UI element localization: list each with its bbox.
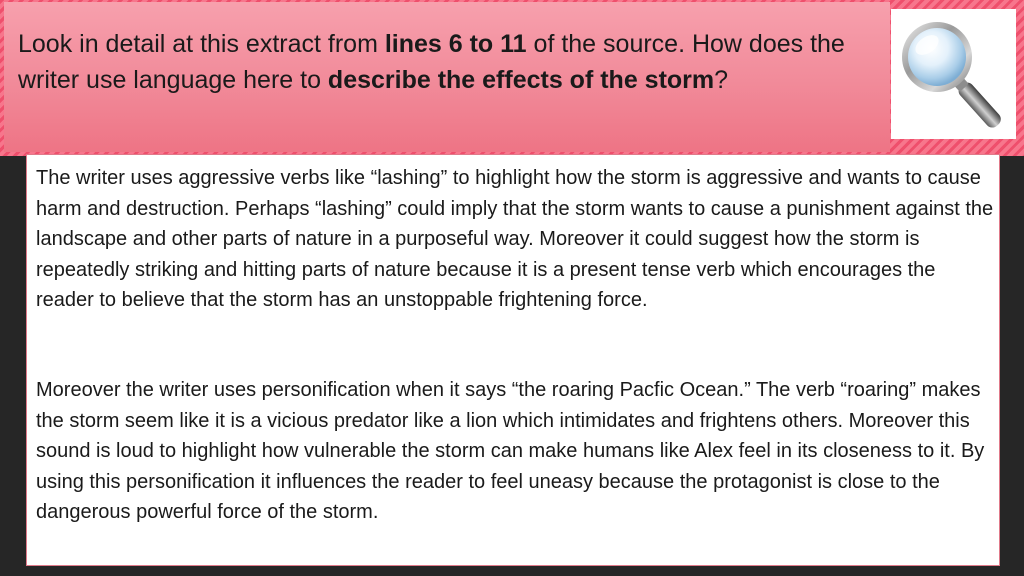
question-banner — [4, 2, 890, 152]
answer-paragraph-1: The writer uses aggressive verbs like “lashing” to highlight how the storm is aggressive and wants to cause harm and destruction. Perhaps “lashing” could imply that the storm wants to cause a punishment against the landscape and other parts of nature in a purposeful way. Moreover it could suggest how the storm is repeatedly striking and hitting parts of nature because it is a present tense verb which encourages the reader to believe that the storm has an unstoppable frightening force. — [36, 167, 994, 311]
question-text — [18, 26, 888, 98]
answer-paragraph-2: Moreover the writer uses personification when it says “the roaring Pacfic Ocean.” The verb “roaring” makes the storm seem like it is a vicious predator like a lion which intimidates and frightens others. Moreover this sound is loud to highlight how vulnerable the storm can make humans like Alex feel in its closeness to it. By using this personification it influences the reader to feel uneasy because the protagonist is close to the dangerous powerful force of the storm. — [36, 379, 985, 523]
question-part-1: Look in detail at this extract from — [18, 30, 385, 58]
question-line-reference: lines 6 to 11 — [384, 30, 527, 58]
question-part-2: of the source. How does the writer use language here to — [18, 30, 845, 94]
question-part-3: ? — [714, 66, 729, 94]
question-focus: describe the effects of the storm — [327, 66, 715, 94]
magnifier-image — [891, 9, 1016, 139]
magnifying-glass-icon — [891, 9, 1016, 139]
answer-panel — [26, 154, 1000, 566]
